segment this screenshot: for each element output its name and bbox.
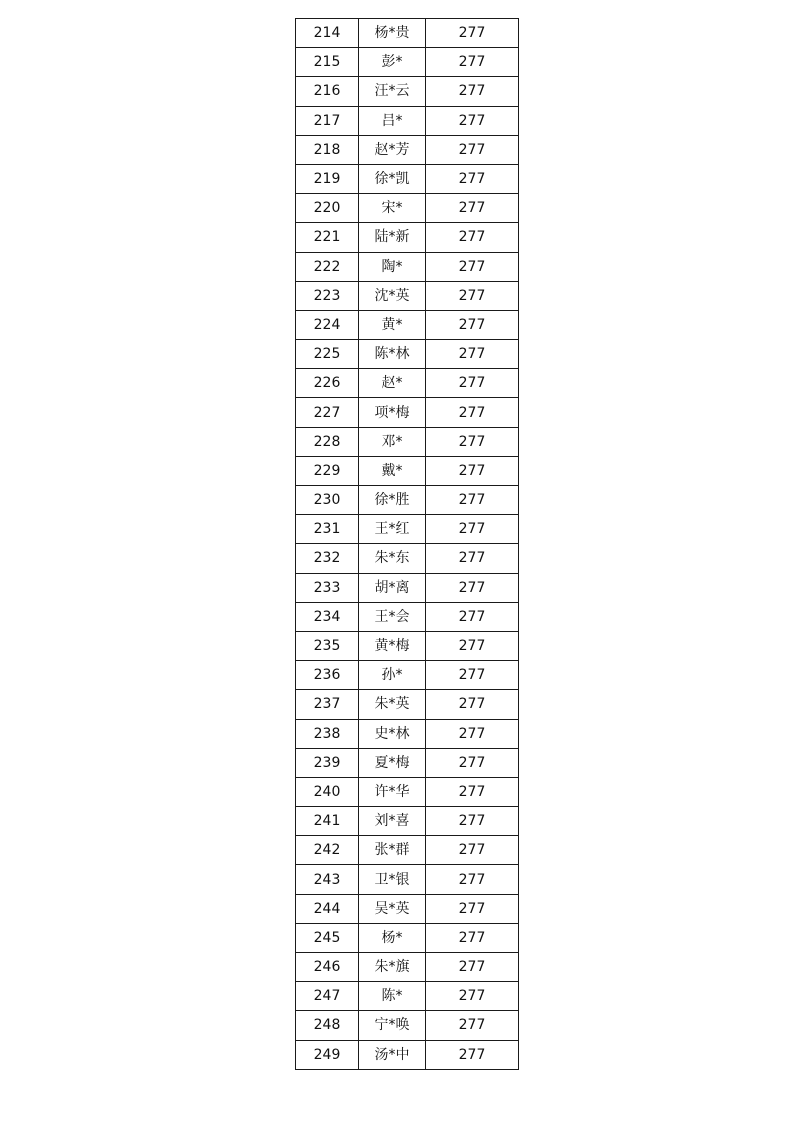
name-cell: 赵*芳 bbox=[359, 135, 426, 164]
value-cell: 277 bbox=[426, 953, 519, 982]
value-cell: 277 bbox=[426, 19, 519, 48]
value-cell: 277 bbox=[426, 369, 519, 398]
row-number-cell: 248 bbox=[296, 1011, 359, 1040]
name-cell: 陶* bbox=[359, 252, 426, 281]
row-number-cell: 218 bbox=[296, 135, 359, 164]
row-number-cell: 236 bbox=[296, 661, 359, 690]
row-number-cell: 235 bbox=[296, 631, 359, 660]
name-cell: 黄*梅 bbox=[359, 631, 426, 660]
row-number-cell: 245 bbox=[296, 923, 359, 952]
value-cell: 277 bbox=[426, 1040, 519, 1069]
row-number-cell: 246 bbox=[296, 953, 359, 982]
name-cell: 杨*贵 bbox=[359, 19, 426, 48]
value-cell: 277 bbox=[426, 310, 519, 339]
table-row bbox=[296, 252, 519, 281]
name-cell: 陈* bbox=[359, 982, 426, 1011]
value-cell: 277 bbox=[426, 631, 519, 660]
value-cell: 277 bbox=[426, 135, 519, 164]
name-cell: 彭* bbox=[359, 48, 426, 77]
value-cell: 277 bbox=[426, 690, 519, 719]
table-row bbox=[296, 340, 519, 369]
value-cell: 277 bbox=[426, 164, 519, 193]
table-row bbox=[296, 106, 519, 135]
row-number-cell: 247 bbox=[296, 982, 359, 1011]
roster-table bbox=[295, 18, 519, 1070]
row-number-cell: 216 bbox=[296, 77, 359, 106]
table-row bbox=[296, 77, 519, 106]
name-cell: 汤*中 bbox=[359, 1040, 426, 1069]
table-row bbox=[296, 398, 519, 427]
name-cell: 孙* bbox=[359, 661, 426, 690]
value-cell: 277 bbox=[426, 486, 519, 515]
table-row bbox=[296, 923, 519, 952]
row-number-cell: 227 bbox=[296, 398, 359, 427]
value-cell: 277 bbox=[426, 1011, 519, 1040]
name-cell: 朱*旗 bbox=[359, 953, 426, 982]
row-number-cell: 223 bbox=[296, 281, 359, 310]
table-row bbox=[296, 777, 519, 806]
table-row bbox=[296, 836, 519, 865]
name-cell: 卫*银 bbox=[359, 865, 426, 894]
row-number-cell: 230 bbox=[296, 486, 359, 515]
name-cell: 张*群 bbox=[359, 836, 426, 865]
name-cell: 胡*离 bbox=[359, 573, 426, 602]
row-number-cell: 240 bbox=[296, 777, 359, 806]
row-number-cell: 228 bbox=[296, 427, 359, 456]
value-cell: 277 bbox=[426, 748, 519, 777]
value-cell: 277 bbox=[426, 252, 519, 281]
value-cell: 277 bbox=[426, 923, 519, 952]
row-number-cell: 233 bbox=[296, 573, 359, 602]
row-number-cell: 232 bbox=[296, 544, 359, 573]
table-row bbox=[296, 223, 519, 252]
name-cell: 徐*胜 bbox=[359, 486, 426, 515]
name-cell: 赵* bbox=[359, 369, 426, 398]
row-number-cell: 220 bbox=[296, 194, 359, 223]
row-number-cell: 249 bbox=[296, 1040, 359, 1069]
name-cell: 夏*梅 bbox=[359, 748, 426, 777]
value-cell: 277 bbox=[426, 456, 519, 485]
table-row bbox=[296, 748, 519, 777]
table-row bbox=[296, 807, 519, 836]
name-cell: 沈*英 bbox=[359, 281, 426, 310]
name-cell: 汪*云 bbox=[359, 77, 426, 106]
row-number-cell: 242 bbox=[296, 836, 359, 865]
row-number-cell: 224 bbox=[296, 310, 359, 339]
name-cell: 陈*林 bbox=[359, 340, 426, 369]
table-row bbox=[296, 515, 519, 544]
name-cell: 王*会 bbox=[359, 602, 426, 631]
name-cell: 宁*唤 bbox=[359, 1011, 426, 1040]
row-number-cell: 226 bbox=[296, 369, 359, 398]
name-cell: 宋* bbox=[359, 194, 426, 223]
value-cell: 277 bbox=[426, 48, 519, 77]
table-row bbox=[296, 19, 519, 48]
value-cell: 277 bbox=[426, 427, 519, 456]
name-cell: 邓* bbox=[359, 427, 426, 456]
value-cell: 277 bbox=[426, 982, 519, 1011]
table-row bbox=[296, 194, 519, 223]
table-row bbox=[296, 456, 519, 485]
row-number-cell: 241 bbox=[296, 807, 359, 836]
row-number-cell: 217 bbox=[296, 106, 359, 135]
name-cell: 戴* bbox=[359, 456, 426, 485]
table-row bbox=[296, 1040, 519, 1069]
name-cell: 徐*凯 bbox=[359, 164, 426, 193]
value-cell: 277 bbox=[426, 281, 519, 310]
row-number-cell: 221 bbox=[296, 223, 359, 252]
value-cell: 277 bbox=[426, 777, 519, 806]
row-number-cell: 239 bbox=[296, 748, 359, 777]
table-row bbox=[296, 281, 519, 310]
table-row bbox=[296, 865, 519, 894]
value-cell: 277 bbox=[426, 544, 519, 573]
table-row bbox=[296, 602, 519, 631]
table-row bbox=[296, 369, 519, 398]
table-row bbox=[296, 427, 519, 456]
table-row bbox=[296, 631, 519, 660]
table-row bbox=[296, 953, 519, 982]
row-number-cell: 231 bbox=[296, 515, 359, 544]
table-row bbox=[296, 310, 519, 339]
value-cell: 277 bbox=[426, 865, 519, 894]
name-cell: 黄* bbox=[359, 310, 426, 339]
table-row bbox=[296, 719, 519, 748]
value-cell: 277 bbox=[426, 602, 519, 631]
row-number-cell: 234 bbox=[296, 602, 359, 631]
value-cell: 277 bbox=[426, 719, 519, 748]
row-number-cell: 225 bbox=[296, 340, 359, 369]
row-number-cell: 238 bbox=[296, 719, 359, 748]
value-cell: 277 bbox=[426, 661, 519, 690]
value-cell: 277 bbox=[426, 77, 519, 106]
name-cell: 吕* bbox=[359, 106, 426, 135]
value-cell: 277 bbox=[426, 106, 519, 135]
row-number-cell: 214 bbox=[296, 19, 359, 48]
table-row bbox=[296, 544, 519, 573]
value-cell: 277 bbox=[426, 807, 519, 836]
table-row bbox=[296, 894, 519, 923]
name-cell: 王*红 bbox=[359, 515, 426, 544]
name-cell: 陆*新 bbox=[359, 223, 426, 252]
table-row bbox=[296, 573, 519, 602]
value-cell: 277 bbox=[426, 194, 519, 223]
row-number-cell: 237 bbox=[296, 690, 359, 719]
value-cell: 277 bbox=[426, 836, 519, 865]
name-cell: 刘*喜 bbox=[359, 807, 426, 836]
roster-table-body bbox=[296, 19, 519, 1070]
name-cell: 史*林 bbox=[359, 719, 426, 748]
name-cell: 项*梅 bbox=[359, 398, 426, 427]
name-cell: 朱*英 bbox=[359, 690, 426, 719]
value-cell: 277 bbox=[426, 515, 519, 544]
row-number-cell: 243 bbox=[296, 865, 359, 894]
name-cell: 吴*英 bbox=[359, 894, 426, 923]
row-number-cell: 215 bbox=[296, 48, 359, 77]
value-cell: 277 bbox=[426, 398, 519, 427]
value-cell: 277 bbox=[426, 573, 519, 602]
table-row bbox=[296, 486, 519, 515]
value-cell: 277 bbox=[426, 223, 519, 252]
value-cell: 277 bbox=[426, 340, 519, 369]
table-row bbox=[296, 690, 519, 719]
table-row bbox=[296, 661, 519, 690]
table-row bbox=[296, 135, 519, 164]
table-row bbox=[296, 164, 519, 193]
name-cell: 朱*东 bbox=[359, 544, 426, 573]
row-number-cell: 222 bbox=[296, 252, 359, 281]
table-row bbox=[296, 982, 519, 1011]
row-number-cell: 244 bbox=[296, 894, 359, 923]
name-cell: 杨* bbox=[359, 923, 426, 952]
table-row bbox=[296, 1011, 519, 1040]
row-number-cell: 229 bbox=[296, 456, 359, 485]
value-cell: 277 bbox=[426, 894, 519, 923]
name-cell: 许*华 bbox=[359, 777, 426, 806]
row-number-cell: 219 bbox=[296, 164, 359, 193]
table-row bbox=[296, 48, 519, 77]
